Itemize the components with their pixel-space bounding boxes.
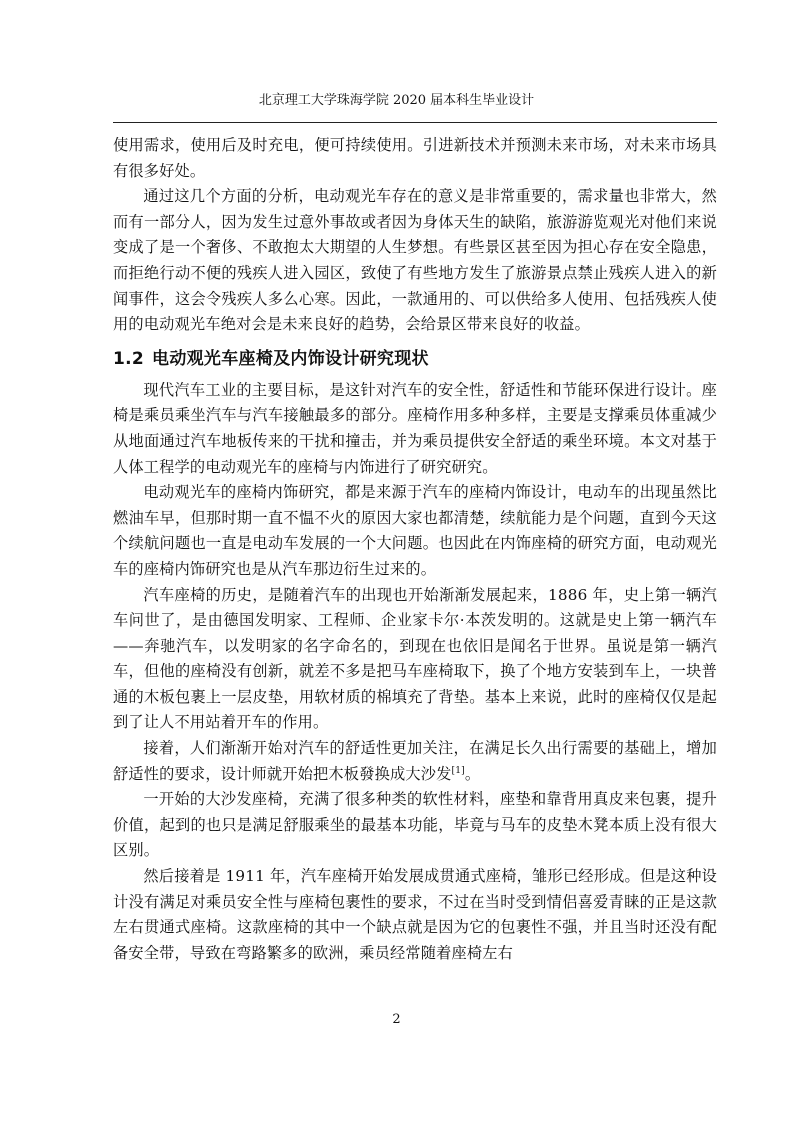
section-heading: [113, 346, 717, 372]
paragraph-comfort: [113, 736, 717, 787]
paragraph-modern-auto: 现代汽车工业的主要目标，是这针对汽车的安全性，舒适性和节能环保进行设计。座椅是乘员乘坐汽车与汽车接触最多的部分。座椅作用多种多样，主要是支撑乘员体重减少从地面通过汽车地板传来的干扰和撞击，并为乘员提供安全舒适的乘坐环境。本文对基于人体工程学的电动观光车的座椅与内饰进行了研究研究。: [113, 380, 717, 476]
section-title: 电动观光车座椅及内饰设计研究现状: [152, 348, 429, 369]
document-body: [113, 133, 717, 966]
citation-ref: [1]: [451, 765, 465, 776]
section-number: 1.2: [113, 348, 145, 369]
paragraph-comfort-end: 。: [464, 764, 481, 783]
paragraph-sofa-seat: 一开始的大沙发座椅，充满了很多种类的软性材料，座垫和靠背用真皮来包裹，提升价值，起到的也只是满足舒服乘坐的最基本功能，毕竟与马车的皮垫木凳本质上没有很大区别。: [113, 790, 717, 860]
running-header: 北京理工大学珠海学院 2020 届本科生毕业设计: [258, 93, 535, 108]
paragraph-bench-seat: 然后接着是 1911 年，汽车座椅开始发展成贯通式座椅，雏形已经形成。但是这种设计没有满足对乘员安全性与座椅包裹性的要求，不过在当时受到情侣喜爱青睐的正是这款左右贯通式座椅。这款座椅的其中一个缺点就是因为它的包裹性不强，并且当时还没有配备安全带，导致在弯路繁多的欧洲，乘员经常随着座椅左右: [113, 867, 717, 962]
paragraph-comfort-text: 接着，人们渐渐开始对汽车的舒适性更加关注，在满足长久出行需要的基础上，增加舒适性的要求，设计师就开始把木板發换成大沙发: [113, 739, 717, 783]
paragraph-analysis: 通过这几个方面的分析，电动观光车存在的意义是非常重要的，需求量也非常大，然而有一部分人，因为发生过意外事故或者因为身体天生的缺陷，旅游游览观光对他们来说变成了是一个奢侈、不敢抱太大期望的人生梦想。有些景区甚至因为担心存在安全隐患，而拒绝行动不便的残疾人进入园区，致使了有些地方发生了旅游景点禁止残疾人进入的新闻事件，这会令残疾人多么心寒。因此，一款通用的、可以供给多人使用、包括残疾人使用的电动观光车绝对会是未来良好的趋势，会给景区带来良好的收益。: [113, 187, 717, 334]
paragraph-seat-history: 汽车座椅的历史，是随着汽车的出现也开始渐渐发展起来，1886 年，史上第一辆汽车问世了，是由德国发明家、工程师、企业家卡尔·本茨发明的。这就是史上第一辆汽车——奔驰汽车，以发明家的名字命名的，到现在也依旧是闻名于世界。虽说是第一辆汽车，但他的座椅没有创新，就差不多是把马车座椅取下，换了个地方安装到车上，一块普通的木板包裹上一层皮垫，用软材质的棉填充了背垫。基本上来说，此时的座椅仅仅是起到了让人不用站着开车的作用。: [113, 585, 717, 732]
paragraph-continued: 使用需求，使用后及时充电，便可持续使用。引进新技术并预测未来市场，对未来市场具有很多好处。: [113, 136, 717, 180]
paragraph-interior-research: 电动观光车的座椅内饰研究，都是来源于汽车的座椅内饰设计，电动车的出现虽然比燃油车早，但那时期一直不愠不火的原因大家也都清楚，续航能力是个问题，直到今天这个续航问题也一直是电动车发展的一个大问题。也因此在内饰座椅的研究方面，电动观光车的座椅内饰研究也是从汽车那边衍生过来的。: [113, 483, 717, 578]
page-number: 2: [392, 1012, 401, 1027]
header-divider: [113, 122, 717, 123]
